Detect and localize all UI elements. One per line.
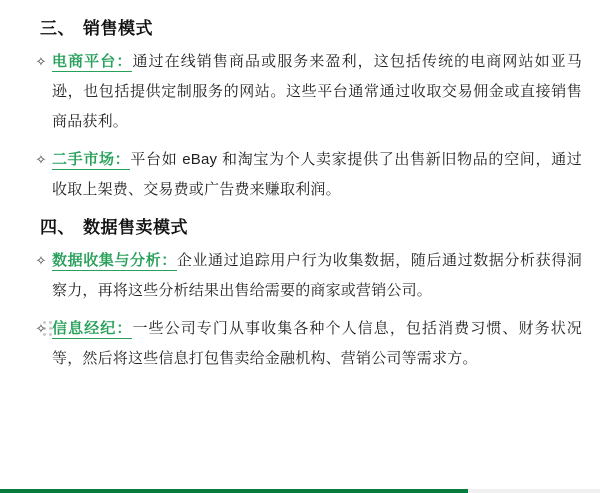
list-item: [30, 308, 582, 376]
list-item-text: 平台如 eBay 和淘宝为个人卖家提供了出售新旧物品的空间，通过收取上架费、交易费或广告费来赚取利润。: [52, 151, 582, 198]
list-item: [30, 240, 582, 308]
section-heading-sales: [30, 8, 582, 41]
list-item-text: 通过在线销售商品或服务来盈利，这包括传统的电商网站如亚马逊，也包括提供定制服务的网站。这些平台通常通过收取交易佣金或直接销售商品获利。: [52, 53, 582, 130]
list-item-body: [52, 246, 582, 306]
scroll-progress-fill: [0, 489, 468, 493]
list-item-term: 信息经纪：: [52, 320, 133, 337]
diamond-bullet-icon: ✧: [35, 54, 47, 69]
section-heading-data-selling: [30, 207, 582, 240]
list-item-term: 数据收集与分析：: [52, 252, 177, 269]
section-number: 三、: [40, 19, 75, 38]
scroll-progress-bar[interactable]: [0, 489, 600, 493]
list-item-text: 一些公司专门从事收集各种个人信息，包括消费习惯、财务状况等，然后将这些信息打包售卖给金融机构、营销公司等需求方。: [52, 320, 582, 367]
section-title: 销售模式: [83, 19, 153, 38]
list-item: [30, 139, 582, 207]
list-item-term: 电商平台：: [52, 53, 133, 70]
list-item-body: [52, 145, 582, 205]
drag-handle-icon[interactable]: [42, 318, 52, 338]
diamond-bullet-icon: ✧: [35, 152, 47, 167]
list-item-body: [52, 314, 582, 374]
list-item-body: [52, 47, 582, 137]
section-number: 四、: [40, 218, 75, 237]
diamond-bullet-icon: ✧: [35, 253, 47, 268]
section-title: 数据售卖模式: [83, 218, 188, 237]
list-item: [30, 41, 582, 139]
list-item-term: 二手市场：: [52, 151, 131, 168]
diamond-bullet-icon: ✧: [35, 321, 47, 336]
list-item-text: 企业通过追踪用户行为收集数据，随后通过数据分析获得洞察力，再将这些分析结果出售给需要的商家或营销公司。: [52, 252, 583, 299]
